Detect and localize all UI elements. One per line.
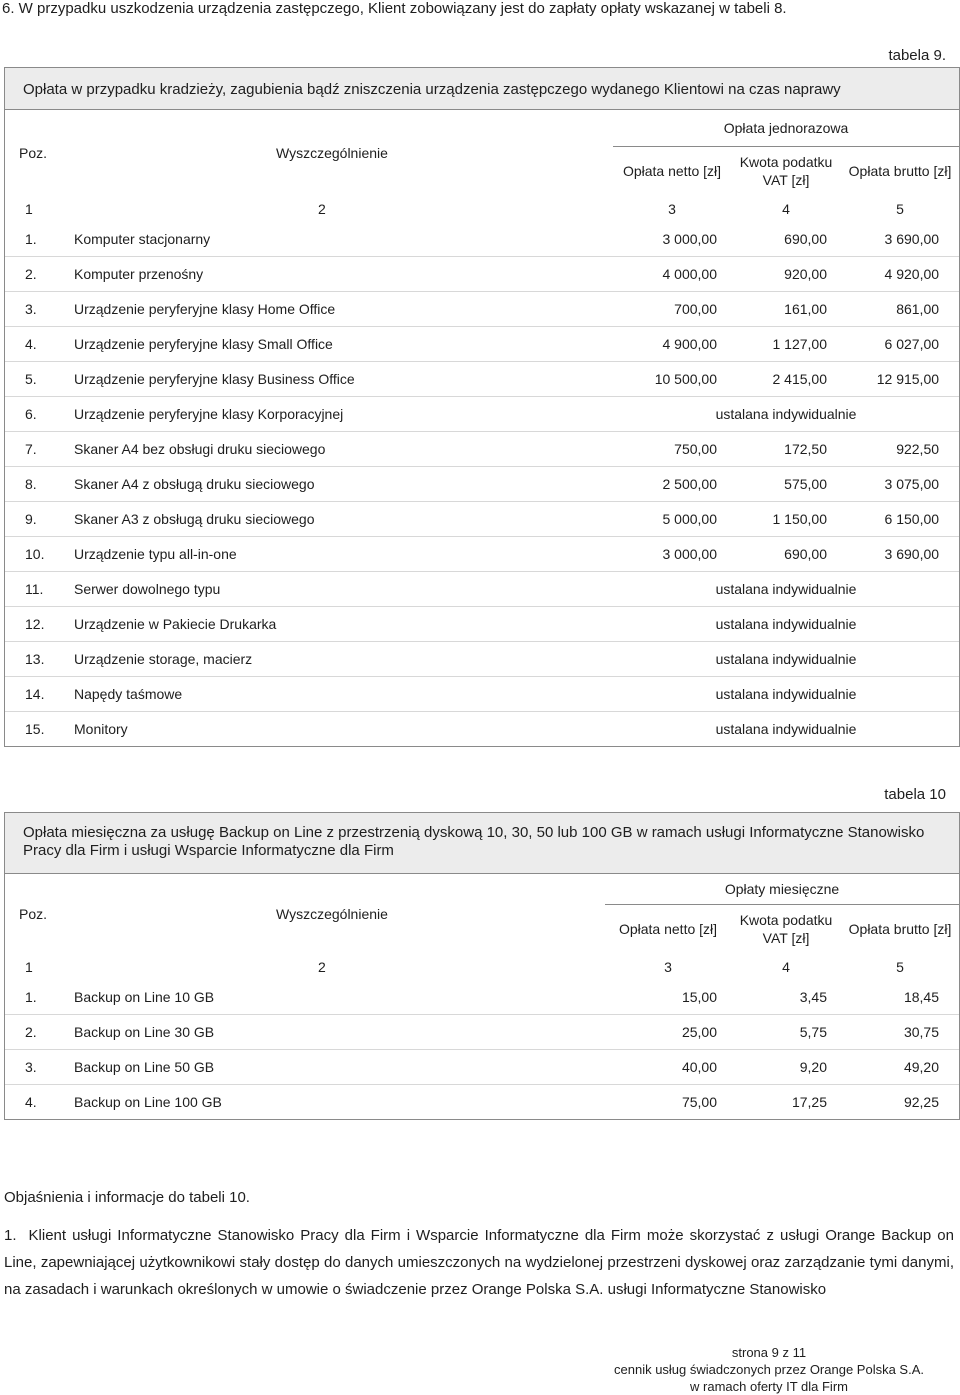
row-description: Skaner A4 bez obsługi druku sieciowego	[68, 432, 613, 467]
row-description: Urządzenie peryferyjne klasy Home Office	[68, 292, 613, 327]
row-position: 10.	[5, 537, 68, 572]
table-row	[5, 1050, 959, 1085]
colnum-1: 1	[25, 201, 33, 217]
table9-title: Opłata w przypadku kradzieży, zagubienia bądź zniszczenia urządzenia zastępczego wydanego Klientowi na czas naprawy	[5, 68, 959, 110]
row-position: 8.	[5, 467, 68, 502]
table-row	[5, 292, 959, 327]
row-position: 1.	[5, 980, 68, 1015]
row-position: 2.	[5, 257, 68, 292]
explanation-item-number: 1.	[4, 1227, 17, 1244]
row-description: Urządzenie storage, macierz	[68, 642, 613, 677]
row-merged-value: ustalana indywidualnie	[613, 607, 959, 642]
col-header-group: Opłata jednorazowa	[723, 119, 849, 136]
col-header-netto: Opłata netto [zł]	[605, 904, 731, 954]
row-description: Skaner A3 z obsługą druku sieciowego	[68, 502, 613, 537]
col-header-brutto: Opłata brutto [zł]	[841, 146, 959, 196]
table9-body	[5, 222, 959, 746]
row-position: 15.	[25, 721, 45, 737]
table-row	[5, 222, 959, 257]
col-header-wyszczegolnienie: Wyszczególnienie	[276, 906, 388, 922]
row-description: Backup on Line 30 GB	[68, 1015, 605, 1050]
row-description: Napędy taśmowe	[68, 677, 613, 712]
table-row	[5, 712, 959, 747]
row-vat: 172,50	[731, 432, 841, 467]
table-row	[5, 1085, 959, 1120]
row-netto: 40,00	[605, 1050, 731, 1085]
row-brutto: 922,50	[841, 432, 959, 467]
page-number: strona 9 z 11	[731, 1345, 807, 1360]
row-netto: 3 000,00	[613, 537, 731, 572]
row-merged-value: ustalana indywidualnie	[613, 397, 959, 432]
row-brutto: 3 690,00	[841, 222, 959, 257]
row-vat: 3,45	[731, 980, 841, 1015]
table-row	[5, 607, 959, 642]
table-row	[5, 397, 959, 432]
row-vat: 5,75	[731, 1015, 841, 1050]
explanations-heading: Objaśnienia i informacje do tabeli 10.	[4, 1189, 250, 1206]
table-row	[5, 980, 959, 1015]
colnum-5: 5	[896, 959, 904, 975]
row-position: 1.	[5, 222, 68, 257]
table9	[4, 67, 960, 747]
row-position: 4.	[25, 1094, 37, 1110]
row-netto: 2 500,00	[613, 467, 731, 502]
row-brutto: 3 690,00	[841, 537, 959, 572]
row-position: 9.	[5, 502, 68, 537]
colnum-5: 5	[896, 201, 904, 217]
footer-line-1: cennik usług świadczonych przez Orange Polska S.A.	[614, 1362, 924, 1377]
row-brutto: 861,00	[841, 292, 959, 327]
table10-body	[5, 980, 959, 1119]
row-description: Monitory	[74, 721, 128, 737]
colnum-4: 4	[782, 959, 790, 975]
footer-line-2: w ramach oferty IT dla Firm	[690, 1379, 848, 1394]
table10-label: tabela 10	[884, 786, 946, 803]
row-netto: 10 500,00	[613, 362, 731, 397]
row-position: 4.	[5, 327, 68, 362]
colnum-4: 4	[782, 201, 790, 217]
row-description: Urządzenie peryferyjne klasy Korporacyjnej	[68, 397, 613, 432]
row-vat: 690,00	[731, 222, 841, 257]
row-netto: 5 000,00	[613, 502, 731, 537]
row-position: 14.	[5, 677, 68, 712]
row-vat: 2 415,00	[731, 362, 841, 397]
table9-label: tabela 9.	[888, 47, 946, 64]
row-brutto: 92,25	[903, 1094, 940, 1110]
row-brutto: 12 915,00	[841, 362, 959, 397]
row-description: Backup on Line 10 GB	[68, 980, 605, 1015]
table9-grid	[5, 110, 959, 746]
row-position: 6.	[5, 397, 68, 432]
table-row	[5, 572, 959, 607]
row-position: 7.	[5, 432, 68, 467]
col-header-wyszczegolnienie: Wyszczególnienie	[276, 145, 388, 161]
row-merged-value: ustalana indywidualnie	[613, 572, 959, 607]
row-position: 3.	[5, 1050, 68, 1085]
row-merged-value: ustalana indywidualnie	[715, 721, 857, 737]
colnum-3: 3	[668, 201, 676, 217]
row-description: Urządzenie w Pakiecie Drukarka	[68, 607, 613, 642]
row-vat: 575,00	[731, 467, 841, 502]
row-netto: 75,00	[681, 1094, 717, 1110]
row-brutto: 6 150,00	[841, 502, 959, 537]
row-description: Komputer przenośny	[68, 257, 613, 292]
row-description: Backup on Line 100 GB	[74, 1094, 222, 1110]
table-row	[5, 677, 959, 712]
table-row	[5, 257, 959, 292]
colnum-1: 1	[25, 959, 33, 975]
row-netto: 15,00	[605, 980, 731, 1015]
row-brutto: 49,20	[841, 1050, 959, 1085]
colnum-3: 3	[664, 959, 672, 975]
row-merged-value: ustalana indywidualnie	[613, 677, 959, 712]
intro-paragraph: 6. W przypadku uszkodzenia urządzenia zastępczego, Klient zobowiązany jest do zapłaty opłaty wskazanej w tabeli 8.	[2, 0, 787, 17]
row-netto: 4 900,00	[613, 327, 731, 362]
col-header-vat: Kwota podatku VAT [zł]	[731, 904, 841, 954]
col-header-poz: Poz.	[19, 906, 48, 922]
table-row	[5, 467, 959, 502]
row-vat: 1 150,00	[731, 502, 841, 537]
table9-column-numbers	[5, 196, 959, 222]
row-position: 2.	[5, 1015, 68, 1050]
table-row	[5, 1015, 959, 1050]
colnum-2: 2	[318, 201, 326, 217]
table10	[4, 812, 960, 1120]
row-position: 12.	[5, 607, 68, 642]
table-row	[5, 432, 959, 467]
row-brutto: 4 920,00	[841, 257, 959, 292]
col-header-poz: Poz.	[19, 145, 48, 161]
row-netto: 4 000,00	[613, 257, 731, 292]
table10-column-numbers	[5, 954, 959, 980]
row-brutto: 30,75	[841, 1015, 959, 1050]
row-vat: 17,25	[791, 1094, 827, 1110]
page-footer	[614, 1344, 924, 1395]
row-description: Backup on Line 50 GB	[68, 1050, 605, 1085]
row-description: Urządzenie peryferyjne klasy Small Office	[68, 327, 613, 362]
row-position: 3.	[5, 292, 68, 327]
row-vat: 161,00	[731, 292, 841, 327]
table-row	[5, 537, 959, 572]
row-description: Komputer stacjonarny	[68, 222, 613, 257]
col-header-netto: Opłata netto [zł]	[613, 146, 731, 196]
row-vat: 690,00	[731, 537, 841, 572]
row-vat: 1 127,00	[731, 327, 841, 362]
col-header-vat: Kwota podatku VAT [zł]	[731, 146, 841, 196]
row-brutto: 6 027,00	[841, 327, 959, 362]
row-position: 13.	[5, 642, 68, 677]
row-netto: 750,00	[613, 432, 731, 467]
col-header-brutto: Opłata brutto [zł]	[841, 904, 959, 954]
row-brutto: 18,45	[841, 980, 959, 1015]
colnum-2: 2	[318, 959, 326, 975]
row-position: 5.	[5, 362, 68, 397]
table-row	[5, 502, 959, 537]
row-vat: 9,20	[731, 1050, 841, 1085]
col-header-group: Opłaty miesięczne	[724, 880, 840, 897]
table-row	[5, 327, 959, 362]
table10-grid	[5, 874, 959, 1119]
row-description: Serwer dowolnego typu	[68, 572, 613, 607]
explanation-item-text: Klient usługi Informatyczne Stanowisko Pracy dla Firm i Wsparcie Informatyczne dla Firm może skorzystać z usługi Orange Backup on Line, zapewniającej użytkownikowi stały dostęp do danych umieszczonych na wydzielonej przestrzeni dyskowej oraz zarządzanie tymi danymi, na zasadach i warunkach określonych w umowie o świadczenie przez Orange Polska S.A. usługi Informatyczne Stanowisko	[4, 1227, 954, 1298]
row-brutto: 3 075,00	[841, 467, 959, 502]
row-netto: 700,00	[613, 292, 731, 327]
row-netto: 25,00	[605, 1015, 731, 1050]
row-merged-value: ustalana indywidualnie	[613, 642, 959, 677]
row-position: 11.	[5, 572, 68, 607]
row-netto: 3 000,00	[613, 222, 731, 257]
table10-title: Opłata miesięczna za usługę Backup on Line z przestrzenią dyskową 10, 30, 50 lub 100 GB w ramach usługi Informatyczne Stanowisko Pracy dla Firm i usługi Wsparcie Informatyczne dla Firm	[5, 813, 959, 874]
row-vat: 920,00	[731, 257, 841, 292]
explanation-item-1	[4, 1222, 954, 1303]
table-row	[5, 642, 959, 677]
row-description: Skaner A4 z obsługą druku sieciowego	[68, 467, 613, 502]
table-row	[5, 362, 959, 397]
row-description: Urządzenie typu all-in-one	[68, 537, 613, 572]
row-description: Urządzenie peryferyjne klasy Business Office	[68, 362, 613, 397]
